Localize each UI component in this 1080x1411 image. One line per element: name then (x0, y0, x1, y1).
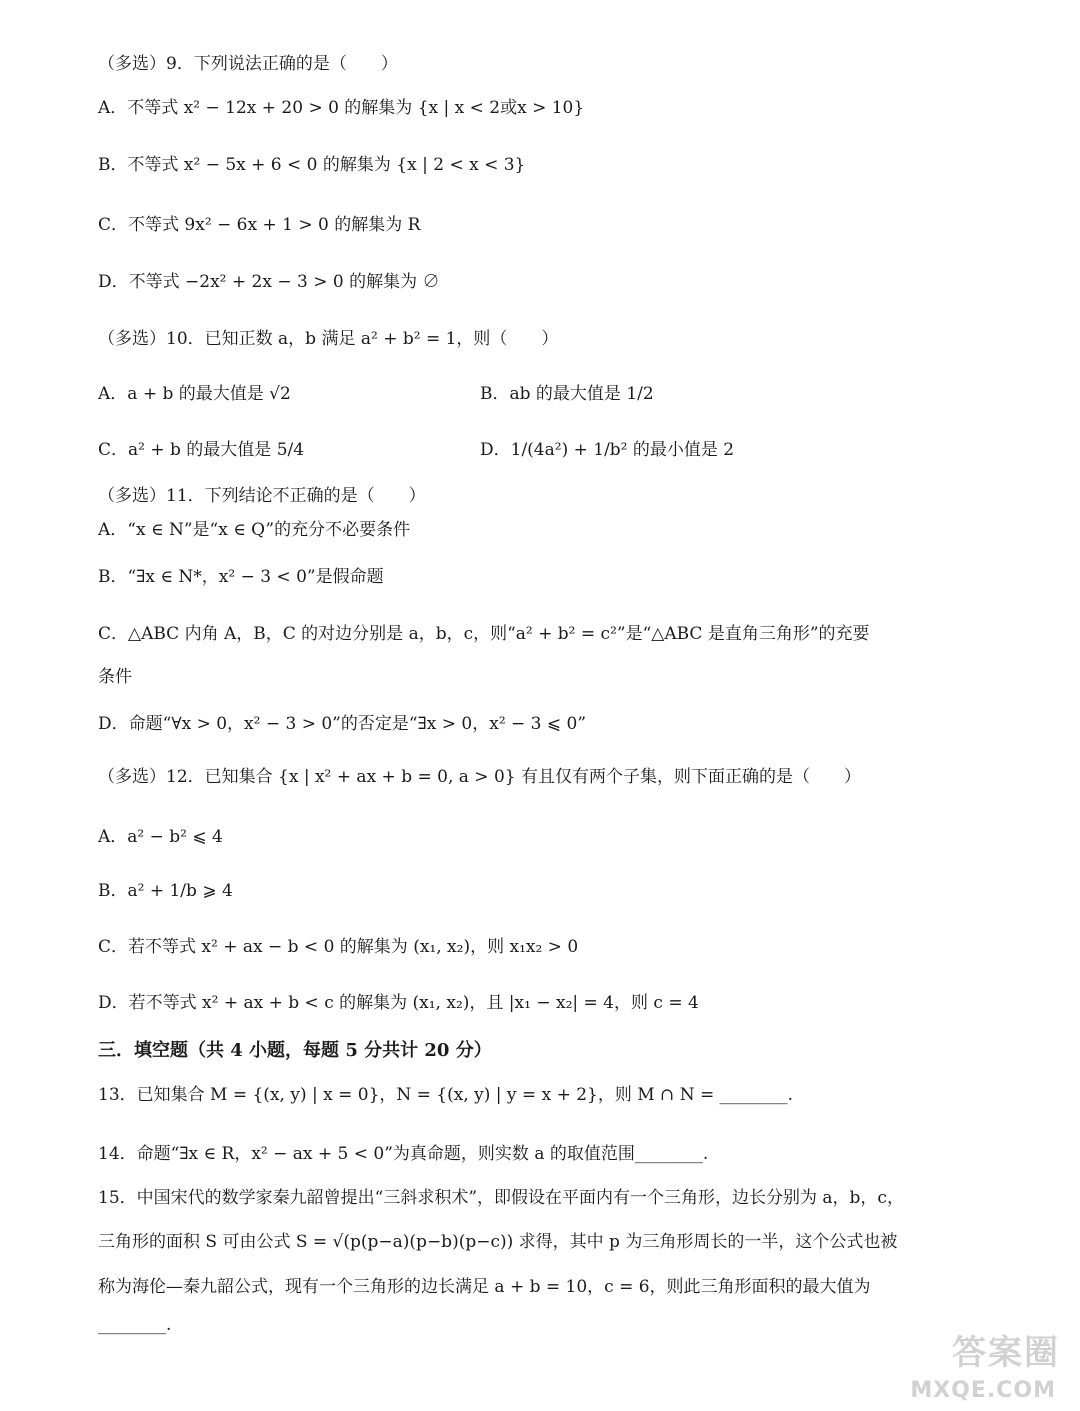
question-12-option-a: A．a² − b² ⩽ 4 (98, 827, 223, 847)
question-12-stem: （多选）12．已知集合 {x | x² + ax + b = 0, a > 0} 有且仅有两个子集，则下面正确的是（ ） (98, 767, 861, 787)
question-10-option-b: B．ab 的最大值是 1/2 (480, 384, 654, 404)
question-11-option-c-cont: 条件 (98, 667, 132, 687)
question-9-option-c: C．不等式 9x² − 6x + 1 > 0 的解集为 R (98, 215, 421, 235)
section-heading-fill-in: 三．填空题（共 4 小题，每题 5 分共计 20 分） (98, 1040, 492, 1061)
question-14: 14．命题“∃x ∈ R，x² − ax + 5 < 0”为真命题，则实数 a 的取值范围________. (98, 1144, 709, 1164)
question-10-option-c: C．a² + b 的最大值是 5/4 (98, 440, 305, 460)
question-11-option-b: B．“∃x ∈ N*，x² − 3 < 0”是假命题 (98, 567, 384, 587)
question-9-stem: （多选）9．下列说法正确的是（ ） (98, 54, 398, 74)
question-10-option-d: D．1/(4a²) + 1/b² 的最小值是 2 (480, 440, 735, 460)
question-9-option-a: A．不等式 x² − 12x + 20 > 0 的解集为 {x | x < 2或x > 10} (98, 98, 585, 118)
watermark-logo (890, 1325, 1060, 1403)
question-15-line-3: 称为海伦—秦九韶公式，现有一个三角形的边长满足 a + b = 10，c = 6，则此三角形面积的最大值为 (98, 1277, 871, 1297)
question-10-option-a: A．a + b 的最大值是 √2 (98, 384, 291, 404)
question-10-stem: （多选）10．已知正数 a，b 满足 a² + b² = 1，则（ ） (98, 329, 559, 349)
question-15-answer-blank: ________. (98, 1315, 172, 1335)
question-11-option-d: D．命题“∀x > 0，x² − 3 > 0”的否定是“∃x > 0，x² − 3 ⩽ 0” (98, 714, 587, 734)
watermark-top-text: 答案圈 (952, 1333, 1060, 1373)
question-12-option-b: B．a² + 1/b ⩾ 4 (98, 881, 233, 901)
question-9-option-b: B．不等式 x² − 5x + 6 < 0 的解集为 {x | 2 < x < 3} (98, 155, 526, 175)
question-15-line-1: 15．中国宋代的数学家秦九韶曾提出“三斜求积术”，即假设在平面内有一个三角形，边长分别为 a，b，c， (98, 1188, 904, 1208)
question-11-stem: （多选）11．下列结论不正确的是（ ） (98, 486, 426, 506)
watermark-site-text: MXQE.COM (910, 1378, 1056, 1403)
question-12-option-d: D．若不等式 x² + ax + b < c 的解集为 (x₁, x₂)，且 |x₁ − x₂| = 4，则 c = 4 (98, 993, 699, 1013)
question-9-option-d: D．不等式 −2x² + 2x − 3 > 0 的解集为 ∅ (98, 272, 440, 292)
question-12-option-c: C．若不等式 x² + ax − b < 0 的解集为 (x₁, x₂)，则 x₁x₂ > 0 (98, 937, 579, 957)
question-15-line-2: 三角形的面积 S 可由公式 S = √(p(p−a)(p−b)(p−c)) 求得，其中 p 为三角形周长的一半，这个公式也被 (98, 1232, 898, 1252)
question-11-option-c: C．△ABC 内角 A，B，C 的对边分别是 a，b，c，则“a² + b² = c²”是“△ABC 是直角三角形”的充要 (98, 624, 870, 644)
question-11-option-a: A．“x ∈ N”是“x ∈ Q”的充分不必要条件 (98, 520, 411, 540)
question-13: 13．已知集合 M = {(x, y) | x = 0}，N = {(x, y) | y = x + 2}，则 M ∩ N = ________. (98, 1085, 794, 1105)
